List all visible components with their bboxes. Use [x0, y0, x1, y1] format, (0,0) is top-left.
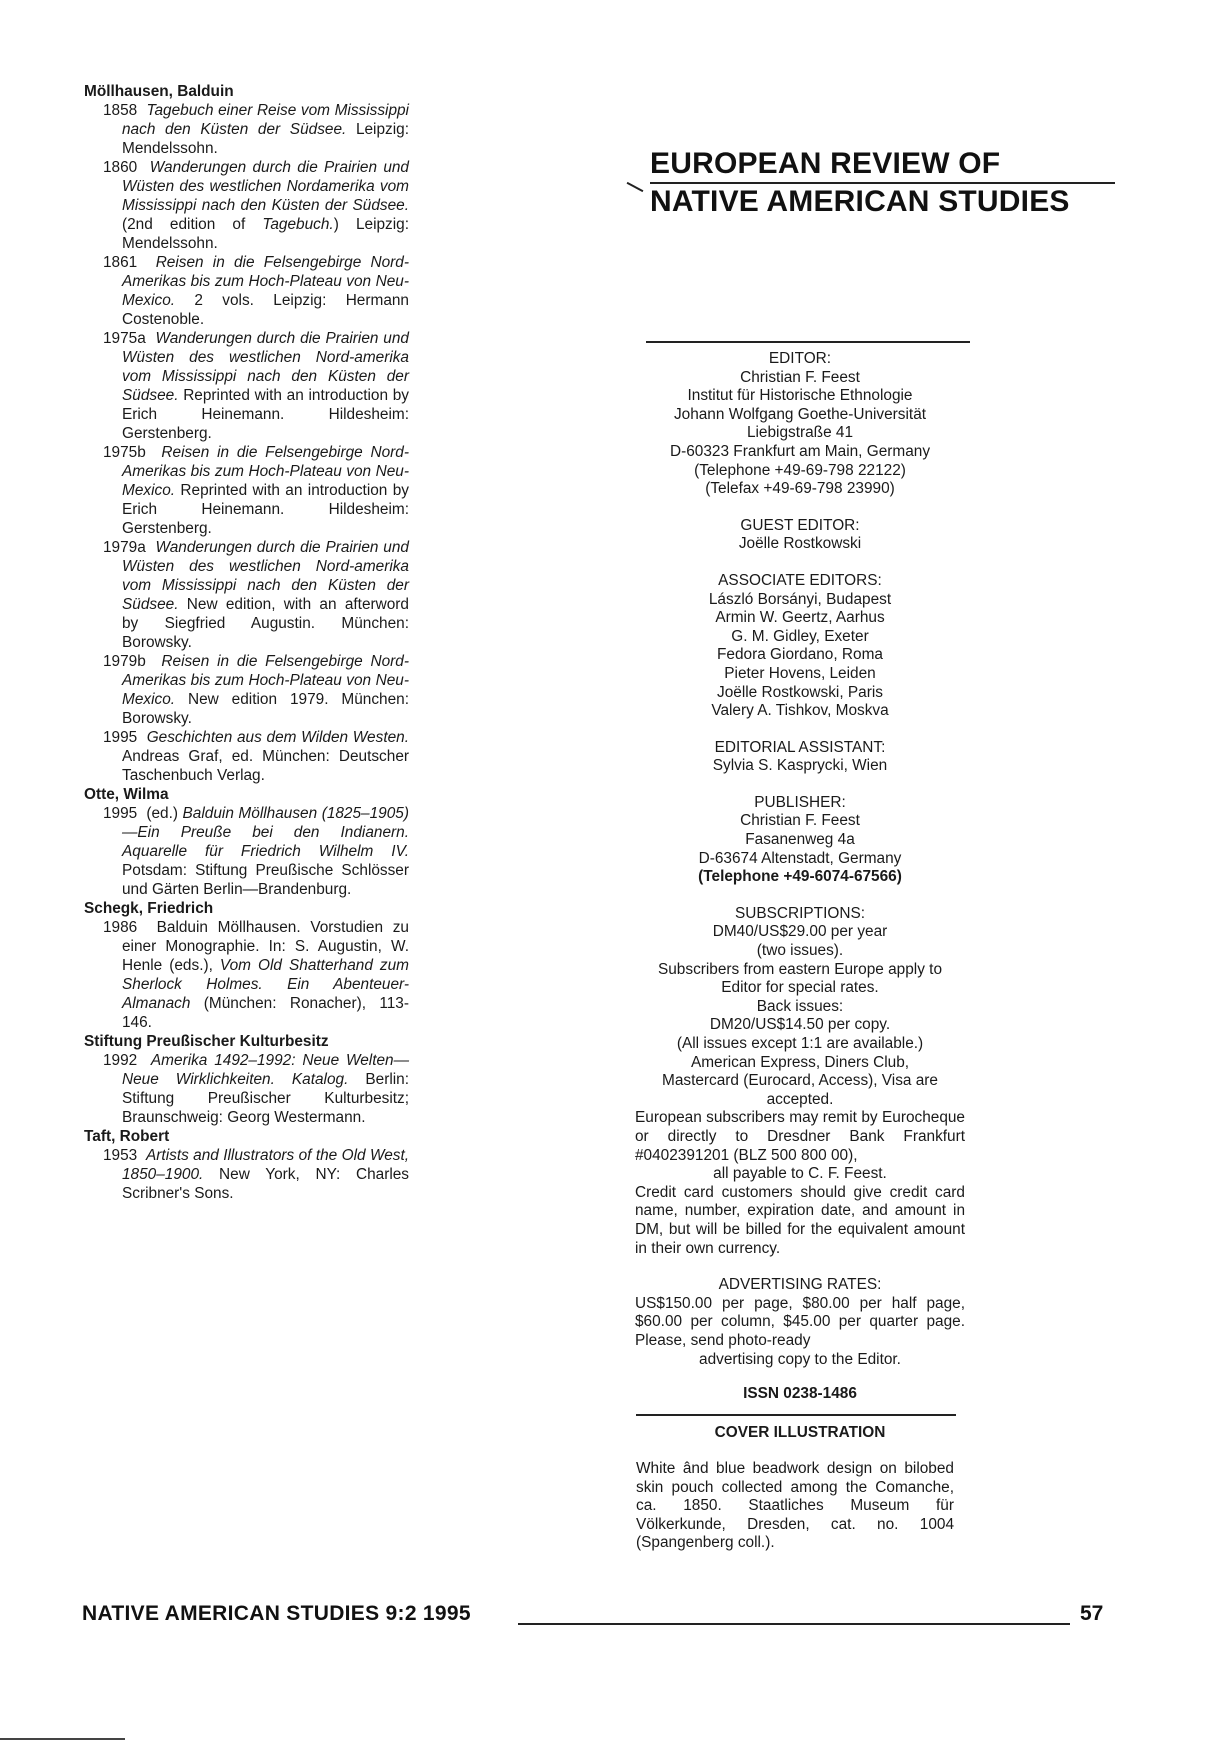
bib-entry: 1995 Geschichten aus dem Wilden Westen. Andreas Graf, ed. München: Deutscher Taschenbuch Verlag.: [103, 729, 409, 784]
editorial-assistant-heading: EDITORIAL ASSISTANT:: [714, 738, 886, 756]
subscriptions-line: accepted.: [766, 1090, 834, 1108]
subscriptions-line: Editor for special rates.: [721, 979, 879, 997]
bib-entry: 1975a Wanderungen durch die Prairien und Wüsten des westlichen Nord-amerika vom Mississippi nach den Küsten der Südsee. Reprinted with an introduction by Erich Heinemann. Hildesheim: Gerstenberg.: [103, 330, 409, 442]
editorial-assistant-name: Sylvia S. Kasprycki, Wien: [712, 757, 888, 775]
bib-entry: 1953 Artists and Illustrators of the Old West, 1850–1900. New York, NY: Charles Scribner's Sons.: [103, 1147, 410, 1202]
publisher-phone: (Telephone +49-6074-67566): [698, 868, 902, 886]
publisher-line: D-63674 Altenstadt, Germany: [698, 849, 902, 867]
footer-journal-issue: NATIVE AMERICAN STUDIES 9:2 1995: [82, 1602, 471, 1625]
subscriptions-line: DM20/US$14.50 per copy.: [709, 1016, 891, 1034]
subscriptions-line: Back issues:: [756, 997, 844, 1015]
bib-entry: 1992 Amerika 1492–1992: Neue Welten—Neue Wirklichkeiten. Katalog. Berlin: Stiftung Preußischer Kulturbesitz; Braunschweig: Georg Westermann.: [103, 1052, 409, 1126]
associate-editor: Joëlle Rostkowski, Paris: [717, 683, 883, 701]
bottom-edge-rule: [0, 1738, 125, 1740]
subscriptions-line: (two issues).: [756, 942, 844, 960]
editor-line: Johann Wolfgang Goethe-Universität: [673, 405, 927, 423]
footer-rule: [518, 1623, 1070, 1625]
bib-author: Möllhausen, Balduin: [84, 83, 234, 100]
bibliography: [84, 82, 409, 1203]
bib-entry: 1979a Wanderungen durch die Prairien und Wüsten des westlichen Nord-amerika vom Mississippi nach den Küsten der Südsee. New edition, with an afterword by Siegfried Augustin. München: Borowsky.: [103, 539, 409, 651]
guest-editor-name: Joëlle Rostkowski: [738, 535, 862, 553]
associate-editors-heading: ASSOCIATE EDITORS:: [718, 571, 882, 589]
bib-author: Stiftung Preußischer Kulturbesitz: [84, 1033, 329, 1050]
associate-editor: Fedora Giordano, Roma: [717, 646, 883, 664]
subscriptions-line: DM40/US$29.00 per year: [712, 923, 888, 941]
subscriptions-line: Subscribers from eastern Europe apply to: [657, 960, 942, 978]
bib-entry: 1861 Reisen in die Felsengebirge Nord-Amerikas bis zum Hoch-Plateau von Neu-Mexico. 2 vols. Leipzig: Hermann Costenoble.: [103, 254, 409, 328]
bib-entry: 1858 Tagebuch einer Reise vom Mississippi nach den Küsten der Südsee. Leipzig: Mendelssohn.: [103, 102, 409, 157]
subscriptions-line: Mastercard (Eurocard, Access), Visa are: [662, 1072, 938, 1090]
bib-entry: 1995 (ed.) Balduin Möllhausen (1825–1905)—Ein Preuße bei den Indianern. Aquarelle für Friedrich Wilhelm IV. Potsdam: Stiftung Preußische Schlösser und Gärten Berlin—Brandenburg.: [103, 805, 409, 898]
advertising-text: US$150.00 per page, $80.00 per half page, $60.00 per column, $45.00 per quarter page. Please, send photo-ready: [635, 1294, 965, 1349]
subscriptions-line: American Express, Diners Club,: [690, 1053, 910, 1071]
masthead: [635, 350, 965, 1404]
associate-editor: Armin W. Geertz, Aarhus: [715, 609, 885, 627]
issn: ISSN 0238-1486: [743, 1385, 857, 1403]
publisher-line: Christian F. Feest: [740, 812, 860, 830]
journal-title: [650, 146, 1115, 220]
bib-entry: 1860 Wanderungen durch die Prairien und Wüsten des westlichen Nordamerika vom Mississippi nach den Küsten der Südsee. (2nd edition of Tagebuch.) Leipzig: Mendelssohn.: [103, 159, 410, 252]
masthead-top-rule: [646, 341, 970, 343]
editor-heading: EDITOR:: [768, 350, 832, 367]
subscriptions-line: (All issues except 1:1 are available.): [676, 1035, 924, 1052]
editor-line: (Telefax +49-69-798 23990): [705, 480, 895, 498]
bib-author: Otte, Wilma: [84, 786, 169, 803]
editor-line: Liebigstraße 41: [746, 424, 854, 442]
guest-editor-heading: GUEST EDITOR:: [740, 516, 860, 534]
publisher-line: Fasanenweg 4a: [745, 831, 855, 849]
editor-line: Institut für Historische Ethnologie: [687, 387, 913, 405]
editor-line: (Telephone +49-69-798 22122): [694, 461, 906, 479]
bib-entry: 1975b Reisen in die Felsengebirge Nord-Amerikas bis zum Hoch-Plateau von Neu-Mexico. Reprinted with an introduction by Erich Heinemann. Hildesheim: Gerstenberg.: [103, 444, 409, 537]
associate-editor: László Borsányi, Budapest: [708, 590, 892, 608]
cover-illustration-text: White ând blue beadwork design on bilobed skin pouch collected among the Comanche, ca. 1850. Staatliches Museum für Völkerkunde, Dresden, cat. no. 1004 (Spangenberg coll.).: [636, 1460, 954, 1552]
cover-illustration-heading: COVER ILLUSTRATION: [714, 1424, 886, 1441]
journal-title-line1: EUROPEAN REVIEW OF: [650, 146, 1115, 184]
journal-title-line2: NATIVE AMERICAN STUDIES: [650, 185, 1070, 218]
editor-line: D-60323 Frankfurt am Main, Germany: [669, 442, 931, 460]
advertising-last: advertising copy to the Editor.: [699, 1350, 901, 1368]
advertising-heading: ADVERTISING RATES:: [718, 1276, 882, 1294]
bib-entry: 1986 Balduin Möllhausen. Vorstudien zu einer Monographie. In: S. Augustin, W. Henle (eds.), Vom Old Shatterhand zum Sherlock Holmes. Ein Abenteuer-Almanach (München: Ronacher), 113-146.: [103, 919, 409, 1031]
title-tick-mark: [627, 182, 644, 192]
associate-editor: Pieter Hovens, Leiden: [724, 664, 876, 682]
bib-author: Schegk, Friedrich: [84, 900, 214, 917]
subscriptions-credit: Credit card customers should give credit card name, number, expiration date, and amount in DM, but will be billed for the equivalent amount in their own currency.: [635, 1183, 965, 1257]
page-number: 57: [1080, 1602, 1104, 1625]
bib-author: Taft, Robert: [84, 1128, 170, 1145]
subscriptions-remit: European subscribers may remit by Eurocheque or directly to Dresdner Bank Frankfurt #0402391201 (BLZ 500 800 00),: [635, 1109, 965, 1164]
associate-editor: G. M. Gidley, Exeter: [731, 627, 869, 645]
bib-entry: 1979b Reisen in die Felsengebirge Nord-Amerikas bis zum Hoch-Plateau von Neu-Mexico. New edition 1979. München: Borowsky.: [103, 653, 409, 727]
subscriptions-payable: all payable to C. F. Feest.: [713, 1165, 887, 1183]
editor-line: Christian F. Feest: [740, 368, 860, 386]
associate-editor: Valery A. Tishkov, Moskva: [711, 702, 889, 720]
subscriptions-heading: SUBSCRIPTIONS:: [735, 904, 865, 922]
publisher-heading: PUBLISHER:: [754, 793, 846, 811]
cover-rule: [636, 1414, 956, 1416]
